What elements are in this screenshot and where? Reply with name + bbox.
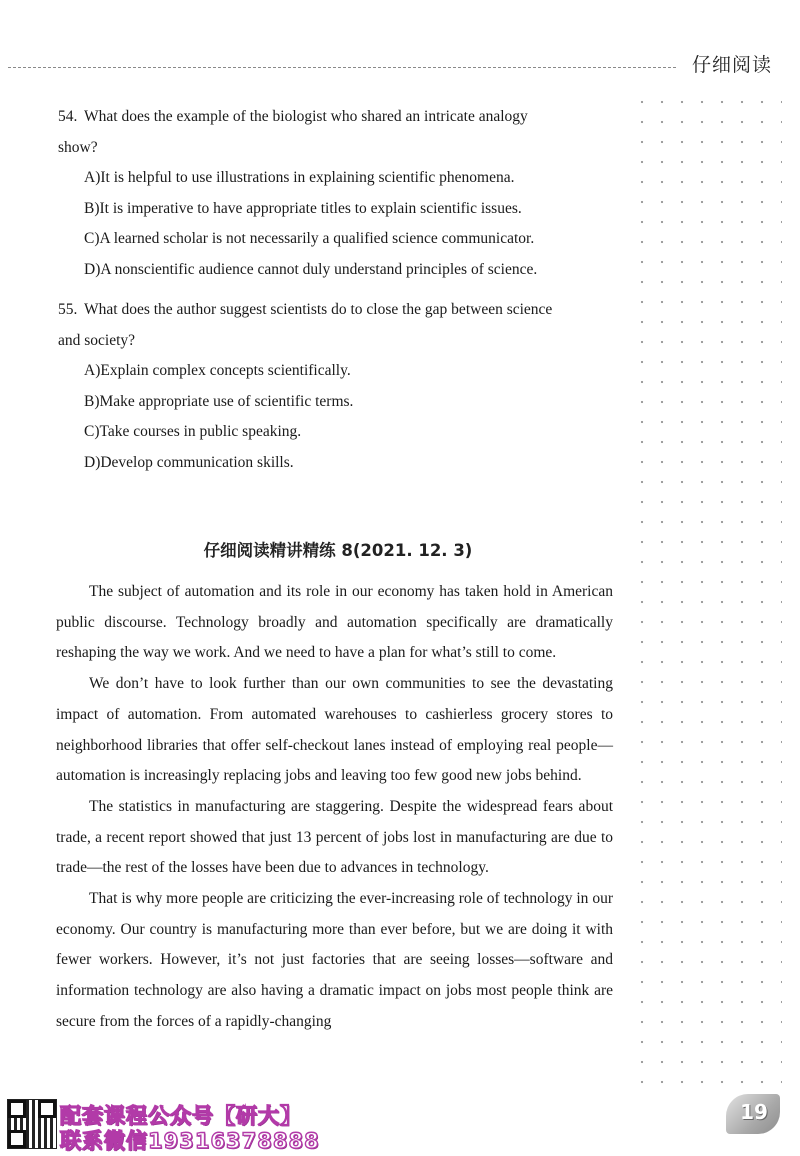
option-letter: A): [84, 362, 101, 379]
question-number: 55.: [58, 301, 78, 318]
section-title: 仔细阅读精讲精练 8(2021. 12. 3): [203, 541, 473, 560]
option-d: [58, 255, 618, 286]
option-letter: C): [84, 423, 100, 440]
reading-passage: [56, 577, 613, 1038]
qr-code-icon: [8, 1100, 56, 1148]
option-c: [58, 224, 618, 255]
passage-paragraph-4: That is why more people are criticizing the ever-increasing role of technology in our economy. Our country is manufacturing more than ever before, but we are doing it with fewer workers. However, it’s not just factories that are seeing losses—software and information technology are also having a dramatic impact on jobs most people think are secure from the forces of a rapidly-changing: [56, 890, 613, 1030]
question-stem-line-1: What does the example of the biologist who shared an intricate analogy: [84, 108, 528, 125]
option-b: [58, 387, 618, 418]
option-text: Develop communication skills.: [100, 453, 294, 471]
option-text: A learned scholar is not necessarily a qualified science communicator.: [99, 230, 535, 247]
question-number: 54.: [58, 108, 78, 125]
page-number: 19: [740, 1100, 768, 1124]
running-header-title: 仔细阅读: [692, 54, 773, 76]
option-d: [58, 448, 618, 479]
passage-paragraph-1: The subject of automation and its role in our economy has taken hold in American public discourse. Technology broadly and automation specifically are dramatically reshaping the way we work. And we need to have a plan for what’s still to come.: [56, 583, 613, 662]
option-letter: C): [84, 230, 100, 247]
option-a: [58, 356, 618, 387]
option-text: Make appropriate use of scientific terms.: [99, 392, 354, 410]
option-text: Take courses in public speaking.: [99, 423, 302, 440]
question-stem-line-2: and society?: [58, 331, 136, 349]
option-letter: B): [84, 392, 100, 410]
question-stem-line-2: show?: [58, 138, 98, 156]
option-b: [58, 194, 618, 225]
option-a: [58, 163, 618, 194]
question-stem: [58, 102, 618, 133]
question-stem: [58, 295, 618, 326]
passage-paragraph-2: We don’t have to look further than our own communities to see the devastating impact of automation. From automated warehouses to cashierless grocery stores to neighborhood libraries that offer self-checkout lanes instead of employing real people—automation is increasingly replacing jobs and leaving too few good new jobs behind.: [56, 675, 613, 785]
option-c: [58, 417, 618, 448]
question-55: [58, 295, 618, 478]
promo-banner-line-1: 配套课程公众号【研大】: [60, 1104, 302, 1128]
option-letter: A): [84, 169, 101, 186]
option-letter: B): [84, 199, 100, 217]
qr-corner-marker: [8, 1130, 26, 1148]
option-letter: D): [84, 260, 101, 278]
question-54: [58, 102, 618, 285]
option-text: A nonscientific audience cannot duly understand principles of science.: [100, 260, 538, 278]
option-text: Explain complex concepts scientifically.: [100, 362, 351, 379]
passage-paragraph-3: The statistics in manufacturing are staggering. Despite the widespread fears about trade, a recent report showed that just 13 percent of jobs lost in manufacturing are due to trade—the rest of the losses have been due to advances in technology.: [56, 797, 613, 877]
promo-banner-line-2: 联系微信19316378888: [60, 1129, 320, 1153]
header-divider: [8, 67, 676, 68]
dotted-note-margin: [632, 92, 782, 1092]
question-stem-line-1: What does the author suggest scientists do to close the gap between science: [84, 301, 553, 318]
option-text: It is imperative to have appropriate titles to explain scientific issues.: [99, 199, 522, 217]
option-text: It is helpful to use illustrations in explaining scientific phenomena.: [100, 169, 515, 186]
option-letter: D): [84, 453, 101, 471]
